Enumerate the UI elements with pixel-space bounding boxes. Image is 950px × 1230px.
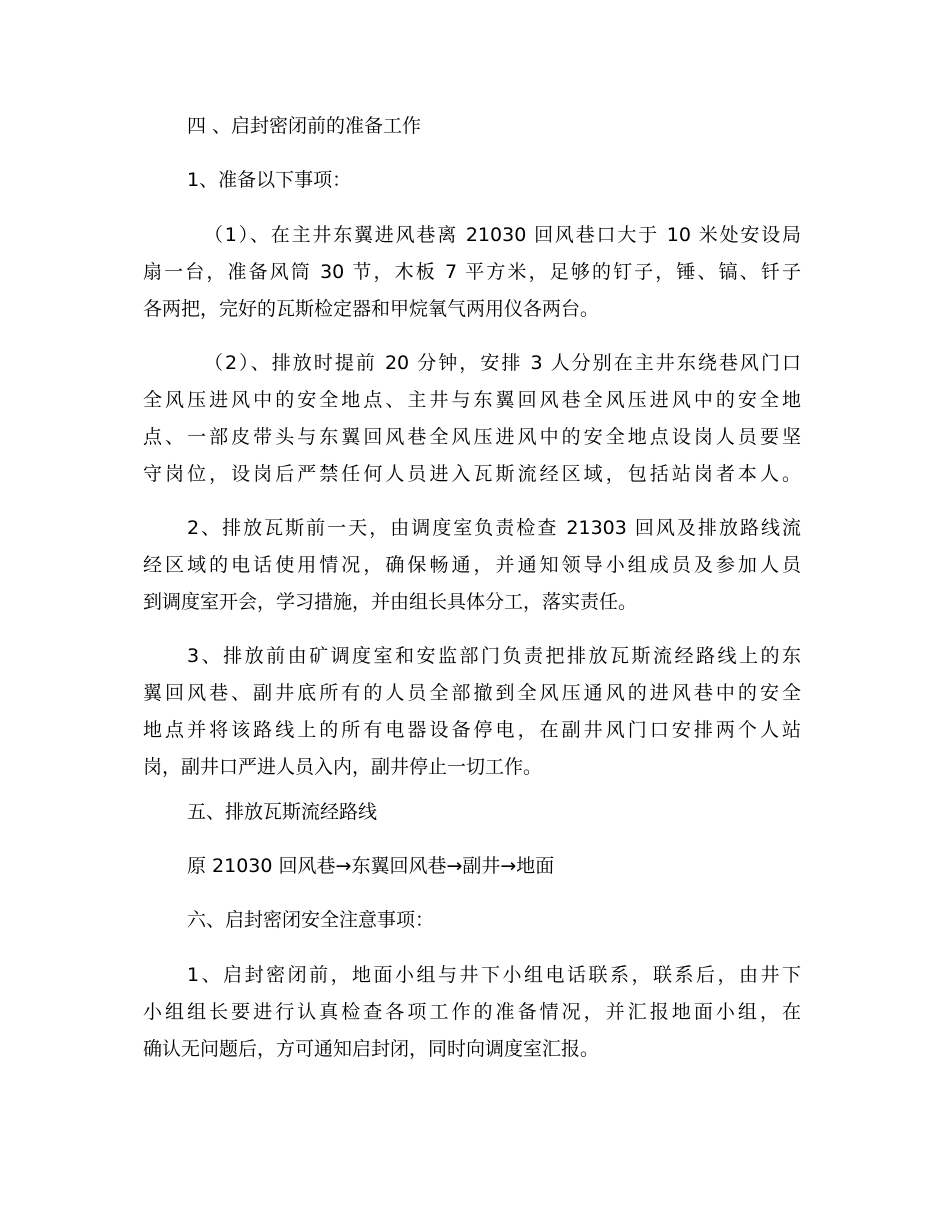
route-text: 原 21030 回风巷→东翼回风巷→副井→地面 [187,855,555,877]
item-3-line: 翼回风巷、副井底所有的人员全部撤到全风压通风的进风巷中的安全 [143,682,801,704]
item-2-line: 经区域的电话使用情况，确保畅通，并通知领导小组成员及参加人员 [143,554,801,576]
safety-item-1-line: 小组组长要进行认真检查各项工作的准备情况，并汇报地面小组，在 [143,1001,801,1023]
sub-item-2-line: 全风压进风中的安全地点、主井与东翼回风巷全风压进风中的安全地 [143,389,801,411]
sub-item-1-line: （1）、在主井东翼进风巷离 21030 回风巷口大于 10 米处安设局 [204,224,801,246]
sub-item-2-line: （2）、排放时提前 20 分钟，安排 3 人分别在主井东绕巷风门口 [204,352,801,374]
sub-item-1-line: 各两把，完好的瓦斯检定器和甲烷氧气两用仪各两台。 [143,298,600,320]
section-5-heading: 五、排放瓦斯流经路线 [187,801,378,823]
item-1-heading: 1、准备以下事项： [187,169,352,191]
section-4-heading: 四 、启封密闭前的准备工作 [187,115,422,137]
safety-item-1-line: 确认无问题后，方可通知启封闭，同时向调度室汇报。 [143,1038,600,1060]
safety-item-1-line: 1、启封密闭前，地面小组与井下小组电话联系，联系后，由井下 [187,964,801,986]
section-6-heading: 六、启封密闭安全注意事项： [187,909,435,931]
sub-item-2-line: 守岗位，设岗后严禁任何人员进入瓦斯流经区域，包括站岗者本人。 [143,463,801,485]
item-3-line: 3、排放前由矿调度室和安监部门负责把排放瓦斯流经路线上的东 [187,645,801,667]
item-3-line: 岗，副井口严进人员入内，副井停止一切工作。 [143,756,543,778]
sub-item-1-line: 扇一台，准备风筒 30 节，木板 7 平方米，足够的钉子，锤、镐、钎子 [143,261,801,283]
item-2-line: 到调度室开会，学习措施，并由组长具体分工，落实责任。 [143,591,638,613]
item-3-line: 地点并将该路线上的所有电器设备停电，在副井风门口安排两个人站 [143,719,801,741]
sub-item-2-line: 点、一部皮带头与东翼回风巷全风压进风中的安全地点设岗人员要坚 [143,426,801,448]
item-2-line: 2、排放瓦斯前一天，由调度室负责检查 21303 回风及排放路线流 [187,517,801,539]
